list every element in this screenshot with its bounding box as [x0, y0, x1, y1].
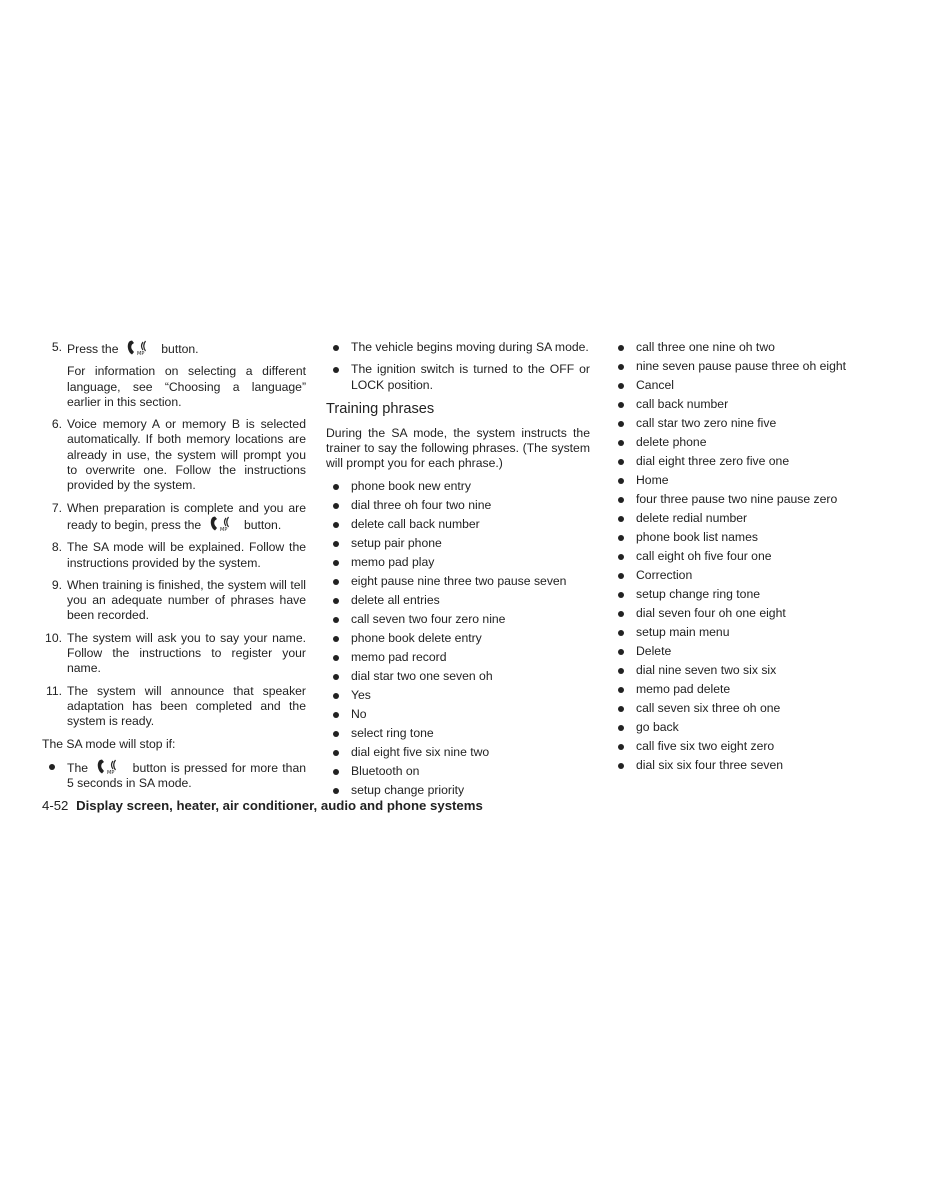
step-number: 10. — [45, 630, 62, 645]
bullet-dot — [333, 674, 339, 680]
bullet-dot — [333, 367, 339, 373]
bullet-text: The — [67, 760, 89, 775]
step-text: When training is finished, the system will tell you an adequate number of phrases have been recorded. — [67, 577, 306, 623]
bullet-dot — [618, 478, 624, 484]
phrase-text: memo pad delete — [636, 681, 731, 696]
column-right — [611, 340, 871, 777]
bullet-dot — [618, 535, 624, 541]
phrase-list-right — [611, 340, 871, 773]
bullet-dot — [333, 636, 339, 642]
bullet-dot — [333, 345, 339, 351]
phrase-text: No — [351, 706, 367, 721]
step-text: When preparation is complete and you are ready to begin, press the — [67, 500, 306, 532]
bullet-dot — [333, 484, 339, 490]
step-5 — [42, 340, 306, 357]
phrase-text: dial seven four oh one eight — [636, 605, 786, 620]
phrase-text: call five six two eight zero — [636, 738, 775, 753]
step-number: 8. — [51, 540, 62, 555]
step-8 — [42, 540, 306, 571]
phrase-item — [326, 517, 590, 532]
bullet-dot — [618, 687, 624, 693]
phrase-text: dial eight five six nine two — [351, 744, 490, 759]
bullet-dot — [333, 598, 339, 604]
phrase-item — [326, 745, 590, 760]
step-number: 11. — [45, 683, 62, 698]
phrase-text: call star two zero nine five — [636, 415, 777, 430]
phrase-item — [611, 701, 871, 716]
bullet-text-end: button is pressed for more than 5 seconds in SA mode. — [67, 760, 307, 791]
phrase-item — [326, 593, 590, 608]
phrase-item — [611, 473, 871, 488]
phrase-text: Cancel — [636, 377, 674, 392]
phrase-item — [326, 650, 590, 665]
phrase-text: dial three oh four two nine — [351, 497, 492, 512]
stop-intro: The SA mode will stop if: — [42, 736, 176, 751]
phrase-item — [611, 625, 871, 640]
phrase-item — [611, 378, 871, 393]
column-left — [42, 340, 306, 798]
step-text: The system will ask you to say your name. Follow the instructions to register your name. — [67, 630, 306, 676]
bullet-dot — [618, 440, 624, 446]
bullet-dot — [333, 560, 339, 566]
chapter-title: Display screen, heater, air conditioner, audio and phone systems — [76, 798, 483, 813]
phrase-item — [611, 359, 871, 374]
phrase-item — [611, 511, 871, 526]
bullet-dot — [618, 554, 624, 560]
svg-text:MP: MP — [219, 526, 227, 532]
phrase-text: call three one nine oh two — [636, 340, 775, 354]
phrase-list-middle — [326, 479, 590, 798]
phrase-item — [326, 536, 590, 551]
bullet-dot — [333, 693, 339, 699]
stop-condition-item — [326, 362, 590, 393]
bullet-dot — [618, 573, 624, 579]
section-heading: Training phrases — [326, 400, 435, 417]
step-7 — [42, 501, 306, 534]
phrase-item — [611, 739, 871, 754]
step-11 — [42, 684, 306, 730]
phrase-text: dial star two one seven oh — [351, 668, 493, 683]
phrase-text: select ring tone — [351, 725, 434, 740]
step-9 — [42, 578, 306, 624]
bullet-dot — [618, 345, 624, 351]
step-number: 7. — [51, 500, 62, 515]
column-middle — [326, 340, 590, 802]
bullet-dot — [333, 712, 339, 718]
bullet-dot — [618, 364, 624, 370]
phrase-item — [611, 340, 871, 355]
phrase-text: dial nine seven two six six — [636, 662, 777, 677]
phrase-text: go back — [636, 719, 679, 734]
bullet-dot — [618, 402, 624, 408]
svg-text:MP: MP — [136, 351, 145, 356]
phrase-item — [326, 479, 590, 494]
phrase-item — [611, 549, 871, 564]
bullet-dot — [333, 522, 339, 528]
step-text-end: button. — [161, 342, 199, 356]
phrase-text: delete phone — [636, 434, 707, 449]
phrase-item — [611, 663, 871, 678]
phrase-text: Delete — [636, 643, 672, 658]
phrase-text: dial six six four three seven — [636, 757, 783, 772]
phrase-item — [611, 397, 871, 412]
phrase-item — [326, 688, 590, 703]
bullet-dot — [618, 497, 624, 503]
bullet-dot — [618, 592, 624, 598]
phrase-item — [326, 555, 590, 570]
phrase-text: memo pad play — [351, 554, 435, 569]
phrase-item — [326, 574, 590, 589]
bullet-dot — [618, 763, 624, 769]
phrase-text: phone book new entry — [351, 478, 471, 493]
step-6 — [42, 417, 306, 493]
phrase-text: setup pair phone — [351, 535, 442, 550]
bullet-dot — [333, 503, 339, 509]
phrase-item — [326, 631, 590, 646]
step-text: The SA mode will be explained. Follow the instructions provided by the system. — [67, 540, 306, 570]
phrase-text: phone book delete entry — [351, 630, 482, 645]
talk-phone-icon — [209, 516, 237, 532]
phrase-text: setup main menu — [636, 624, 730, 639]
phrase-text: Bluetooth on — [351, 763, 420, 778]
phrase-text: Home — [636, 472, 669, 487]
bullet-dot — [333, 731, 339, 737]
step-number: 6. — [51, 417, 62, 432]
bullet-dot — [618, 516, 624, 522]
bullet-text: The vehicle begins moving during SA mode. — [351, 340, 589, 354]
phrase-text: phone book list names — [636, 529, 758, 544]
bullet-dot — [618, 421, 624, 427]
stop-condition-item — [42, 759, 306, 792]
phrase-item — [326, 669, 590, 684]
bullet-dot — [618, 611, 624, 617]
step-number: 5. — [51, 340, 62, 354]
phrase-text: setup change priority — [351, 782, 465, 797]
page-footer — [42, 798, 483, 814]
phrase-item — [326, 612, 590, 627]
phrase-item — [326, 707, 590, 722]
bullet-dot — [333, 769, 339, 775]
step-10 — [42, 631, 306, 677]
bullet-dot — [618, 744, 624, 750]
phrase-item — [611, 435, 871, 450]
bullet-dot — [618, 630, 624, 636]
phrase-text: delete call back number — [351, 516, 480, 531]
step-number: 9. — [51, 577, 62, 592]
phrase-item — [326, 726, 590, 741]
phrase-item — [611, 492, 871, 507]
phrase-text: delete redial number — [636, 510, 748, 525]
phrase-item — [326, 498, 590, 513]
bullet-dot — [618, 725, 624, 731]
bullet-dot — [333, 617, 339, 623]
phrase-item — [611, 758, 871, 773]
bullet-dot — [618, 383, 624, 389]
phrase-text: delete all entries — [351, 592, 440, 607]
svg-text:MP: MP — [107, 769, 115, 775]
bullet-dot — [333, 788, 339, 794]
bullet-text: The ignition switch is turned to the OFF or LOCK position. — [351, 362, 590, 392]
phrase-text: call seven six three oh one — [636, 700, 781, 715]
step-text-end: button. — [243, 517, 282, 532]
phrase-item — [611, 606, 871, 621]
phrase-item — [326, 764, 590, 779]
bullet-dot — [49, 764, 55, 770]
page-number: 4-52 — [42, 798, 69, 813]
phrase-item — [326, 783, 590, 798]
phrase-text: nine seven pause pause three oh eight — [636, 358, 847, 373]
phrase-item — [611, 416, 871, 431]
phrase-text: Yes — [351, 687, 371, 702]
phrase-text: Correction — [636, 567, 693, 582]
step-text: Press the — [67, 342, 119, 356]
training-intro: During the SA mode, the system instructs the trainer to say the following phrases. (The system will prompt you for each phrase.) — [326, 425, 590, 471]
phrase-text: memo pad record — [351, 649, 447, 664]
step-text: The system will announce that speaker adaptation has been completed and the system is ready. — [67, 683, 306, 729]
phrase-item — [611, 568, 871, 583]
phrase-text: eight pause nine three two pause seven — [351, 573, 567, 588]
bullet-dot — [618, 706, 624, 712]
step-5-note: For information on selecting a different language, see “Choosing a language” earlier in this section. — [67, 364, 306, 409]
bullet-dot — [333, 541, 339, 547]
phrase-text: dial eight three zero five one — [636, 453, 790, 468]
phrase-item — [611, 530, 871, 545]
phrase-text: call seven two four zero nine — [351, 611, 506, 626]
phrase-text: four three pause two nine pause zero — [636, 491, 838, 506]
step-text: Voice memory A or memory B is selected automatically. If both memory locations are already in use, the system will prompt you to overwrite one. Follow the instructions provided by the system. — [67, 417, 306, 493]
phrase-item — [611, 644, 871, 659]
phrase-item — [611, 682, 871, 697]
phrase-text: call back number — [636, 396, 729, 411]
bullet-dot — [333, 579, 339, 585]
bullet-dot — [333, 750, 339, 756]
bullet-dot — [333, 655, 339, 661]
talk-phone-icon — [96, 759, 124, 775]
phrase-text: setup change ring tone — [636, 586, 760, 601]
phrase-item — [611, 720, 871, 735]
phrase-text: call eight oh five four one — [636, 548, 772, 563]
bullet-dot — [618, 459, 624, 465]
phrase-item — [611, 587, 871, 602]
stop-condition-item — [326, 340, 590, 355]
talk-phone-icon — [126, 340, 154, 356]
bullet-dot — [618, 668, 624, 674]
bullet-dot — [618, 649, 624, 655]
phrase-item — [611, 454, 871, 469]
